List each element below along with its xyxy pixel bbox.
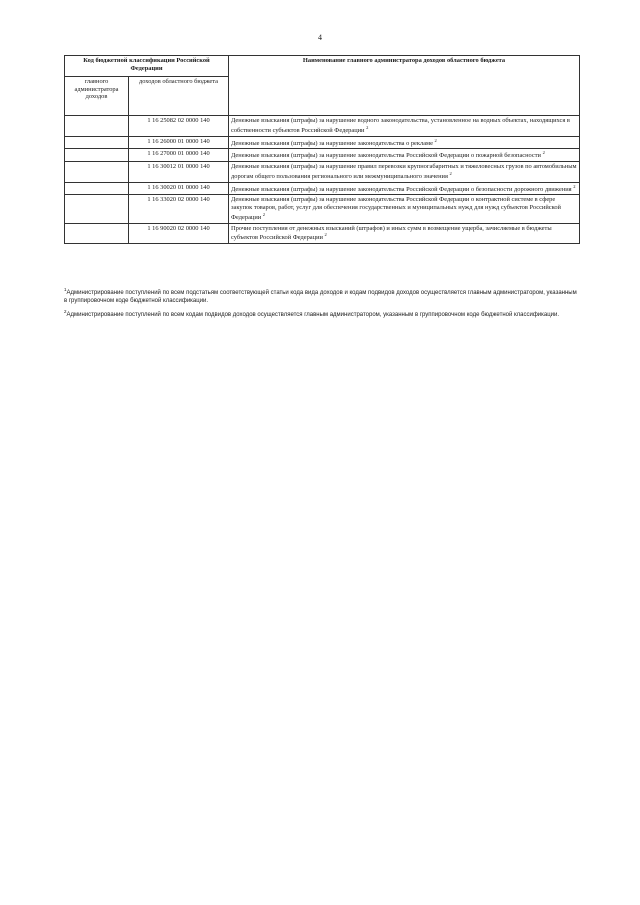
- description-cell: [229, 195, 580, 223]
- description-cell: [229, 149, 580, 162]
- admin-code-cell: [65, 149, 129, 162]
- revenue-code-cell: 1 16 30020 01 0000 140: [129, 182, 229, 195]
- revenue-code-cell: 1 16 33020 02 0000 140: [129, 195, 229, 223]
- description-text: Денежные взыскания (штрафы) за нарушение законодательства о рекламе: [231, 139, 433, 147]
- footnote-1-number: 1: [64, 287, 67, 292]
- footnote-ref: 2: [449, 170, 452, 176]
- footnote-1: [64, 287, 579, 305]
- table-row: [65, 195, 580, 223]
- revenue-code-cell: 1 16 27000 01 0000 140: [129, 149, 229, 162]
- footnote-ref: 2: [262, 211, 266, 217]
- table-row: [65, 162, 580, 183]
- table-row: [65, 149, 580, 162]
- admin-code-cell: [65, 195, 129, 223]
- description-text: Денежные взыскания (штрафы) за нарушение законодательства Российской Федерации о пожарной безопасности: [231, 152, 541, 160]
- revenue-code-cell: 1 16 90020 02 0000 140: [129, 223, 229, 244]
- footnote-ref: 2: [434, 137, 437, 143]
- page-number: 4: [318, 33, 322, 42]
- revenue-code-cell: 1 16 30012 01 0000 140: [129, 162, 229, 183]
- footnote-ref: 2: [573, 183, 576, 189]
- admin-code-cell: [65, 116, 129, 137]
- admin-code-header: главного администратора доходов: [65, 77, 129, 116]
- table-row: [65, 116, 580, 137]
- classification-code-header: Код бюджетной классификации Российской Федерации: [65, 56, 229, 77]
- footnote-1-text: Администрирование поступлений по всем подстатьям соответствующей статьи кода вида доходов и кодам подвидов доходов осуществляется главным администратором, указанным в группировочном коде бюджетной классификации.: [64, 290, 577, 305]
- administrator-name-header: Наименование главного администратора доходов областного бюджета: [229, 56, 580, 116]
- footnote-ref: 2: [366, 124, 369, 130]
- footnote-2: [64, 309, 579, 319]
- admin-code-cell: [65, 162, 129, 183]
- footnote-2-text: Администрирование поступлений по всем кодам подвидов доходов осуществляется главным администратором, указанным в группировочном коде бюджетной классификации.: [66, 312, 560, 318]
- table-row: [65, 136, 580, 149]
- revenue-code-header: доходов областного бюджета: [129, 77, 229, 116]
- footnote-ref: 2: [542, 150, 545, 156]
- description-text: Денежные взыскания (штрафы) за нарушение правил перевозки крупногабаритных и тяжеловесных грузов по автомобильным дорогам общего пользования регионального или межмуниципального значения: [231, 163, 577, 180]
- description-cell: [229, 182, 580, 195]
- budget-classification-table: [64, 55, 580, 244]
- revenue-code-cell: 1 16 26000 01 0000 140: [129, 136, 229, 149]
- footnote-2-number: 2: [64, 309, 67, 314]
- admin-code-cell: [65, 223, 129, 244]
- admin-code-cell: [65, 182, 129, 195]
- description-cell: [229, 162, 580, 183]
- description-text: Денежные взыскания (штрафы) за нарушение законодательства Российской Федерации о контрактной системе в сфере закупок товаров, работ, услуг для обеспечения государственных и муниципальных нужд для нужд субъектов Российской Федерации: [231, 196, 561, 221]
- description-cell: [229, 223, 580, 244]
- description-cell: [229, 116, 580, 137]
- table-row: [65, 182, 580, 195]
- description-cell: [229, 136, 580, 149]
- description-text: Денежные взыскания (штрафы) за нарушение законодательства Российской Федерации о безопасности дорожного движения: [231, 185, 572, 193]
- revenue-code-cell: 1 16 25082 02 0000 140: [129, 116, 229, 137]
- admin-code-cell: [65, 136, 129, 149]
- table-row: [65, 223, 580, 244]
- description-text: Денежные взыскания (штрафы) за нарушение водного законодательства, установленное на водных объектах, находящихся в собственности субъектов Российской Федерации: [231, 117, 570, 134]
- description-text: Прочие поступления от денежных взысканий (штрафов) и иных сумм в возмещение ущерба, зачисляемые в бюджеты субъектов Российской Федерации: [231, 224, 552, 242]
- footnote-ref: 2: [324, 232, 327, 238]
